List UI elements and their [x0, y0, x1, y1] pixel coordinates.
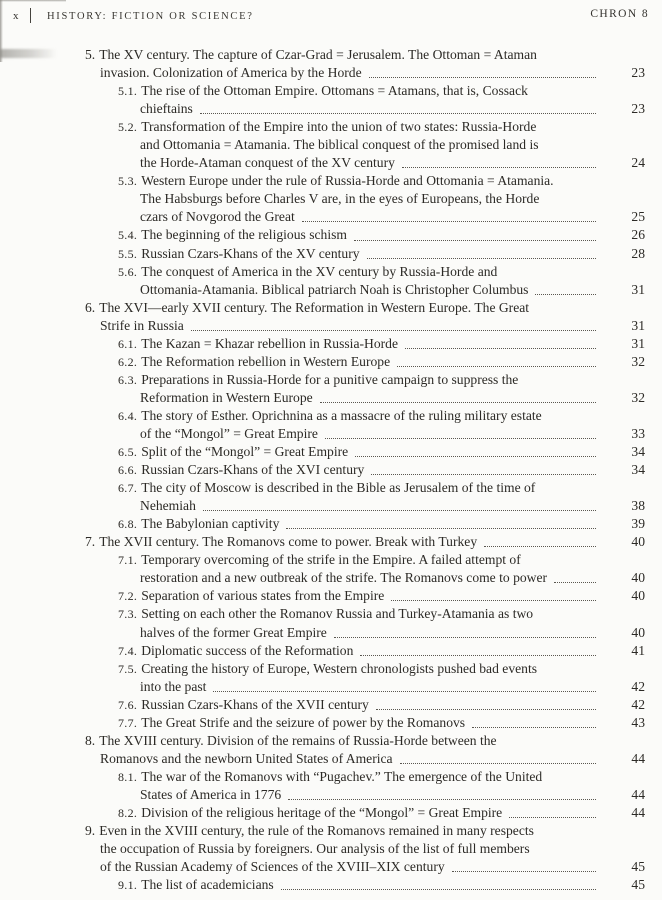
entry-text: restoration and a new outbreak of the strife. The Romanovs come to power: [140, 570, 548, 586]
page-number: 41: [631, 642, 645, 658]
toc-line: [0, 696, 645, 714]
entry-text: The story of Esther. Oprichnina as a massacre of the ruling military estate: [141, 407, 542, 423]
entry-text: of the “Mongol” = Great Empire: [140, 425, 318, 441]
page-number: 45: [631, 859, 645, 875]
entry-text: Strife in Russia: [100, 317, 184, 333]
toc-line: [0, 190, 645, 208]
toc-line: [0, 515, 645, 533]
entry-text: Preparations in Russia-Horde for a punitive campaign to suppress the: [141, 371, 519, 387]
entry-number: 6.2.: [118, 354, 138, 369]
header-divider-rule: [30, 8, 31, 23]
dotted-leader: [191, 330, 596, 331]
entry-text: Split of the “Mongol” = Great Empire: [141, 444, 349, 460]
scan-artifact-top-edge: [0, 0, 66, 2]
entry-text: Separation of various states from the Empire: [141, 588, 385, 604]
entry-number: 7.2.: [118, 589, 138, 604]
page-number: 28: [631, 245, 645, 261]
entry-text: The XVI—early XVII century. The Reformation in Western Europe. The Great: [99, 299, 530, 315]
toc-line: [0, 172, 645, 190]
toc-line: [0, 208, 645, 226]
entry-text: Western Europe under the rule of Russia-Horde and Ottomania = Atamania.: [141, 173, 554, 189]
page-number: 23: [631, 101, 645, 117]
entry-text: The XVII century. The Romanovs come to power. Break with Turkey: [99, 534, 478, 550]
running-header-right: CHRON 8: [590, 8, 649, 20]
dotted-leader: [391, 600, 596, 601]
toc-line: [0, 624, 645, 642]
entry-text: into the past: [140, 678, 207, 694]
entry-text: The Reformation rebellion in Western Europe: [141, 353, 391, 369]
entry-text: The beginning of the religious schism: [141, 227, 347, 243]
entry-number: 6.7.: [118, 481, 138, 496]
toc-line: [0, 569, 645, 587]
dotted-leader: [302, 221, 596, 222]
page-number: 42: [631, 678, 645, 694]
dotted-leader: [405, 348, 596, 349]
page-number: 40: [631, 570, 645, 586]
toc-line: [0, 154, 645, 172]
page-number: 44: [631, 786, 645, 802]
toc-line: [0, 858, 645, 876]
toc-line: [0, 822, 645, 840]
dotted-leader: [360, 655, 596, 656]
entry-number: 6.: [85, 299, 96, 315]
entry-text: Transformation of the Empire into the union of two states: Russia-Horde: [141, 119, 537, 135]
entry-number: 8.: [85, 732, 96, 748]
page-number: 32: [631, 353, 645, 369]
page-number: 26: [631, 227, 645, 243]
entry-number: 5.3.: [118, 174, 138, 189]
toc-line: [0, 660, 645, 678]
entry-number: 6.4.: [118, 408, 138, 423]
dotted-leader: [509, 817, 596, 818]
toc-line: [0, 335, 645, 353]
entry-text: Nehemiah: [140, 498, 196, 514]
entry-number: 6.3.: [118, 372, 138, 387]
page-number: 34: [631, 444, 645, 460]
entry-number: 9.: [85, 823, 96, 839]
dotted-leader: [397, 366, 596, 367]
entry-number: 6.1.: [118, 336, 138, 351]
page-number: 34: [631, 462, 645, 478]
page-number: 44: [631, 804, 645, 820]
page-number: 45: [631, 877, 645, 893]
entry-text: Diplomatic success of the Reformation: [141, 642, 354, 658]
toc-line: [0, 281, 645, 299]
toc-line: [0, 226, 645, 244]
entry-text: The conquest of America in the XV century by Russia-Horde and: [141, 263, 498, 279]
entry-number: 5.1.: [118, 84, 138, 99]
dotted-leader: [325, 438, 596, 439]
entry-number: 7.5.: [118, 661, 138, 676]
toc-line: [0, 263, 645, 281]
entry-text: Division of the religious heritage of the “Mongol” = Great Empire: [141, 804, 503, 820]
entry-text: czars of Novgorod the Great: [140, 209, 295, 225]
entry-text: invasion. Colonization of America by the Horde: [100, 65, 362, 81]
entry-text: The XVIII century. Division of the remains of Russia-Horde between the: [99, 732, 497, 748]
toc-line: [0, 461, 645, 479]
toc-line: [0, 840, 645, 858]
entry-text: Reformation in Western Europe: [140, 389, 313, 405]
entry-number: 7.3.: [118, 607, 138, 622]
entry-text: the occupation of Russia by foreigners. Our analysis of the list of full members: [100, 841, 530, 857]
page-number: 40: [631, 588, 645, 604]
toc-line: [0, 533, 645, 551]
dotted-leader: [200, 113, 596, 114]
dotted-leader: [213, 691, 596, 692]
entry-number: 6.5.: [118, 445, 138, 460]
dotted-leader: [376, 709, 596, 710]
page-number: 39: [631, 516, 645, 532]
page-number: 38: [631, 498, 645, 514]
toc-line: [0, 551, 645, 569]
toc-line: [0, 371, 645, 389]
page-number: 24: [631, 155, 645, 171]
running-header: [0, 7, 662, 27]
toc: [0, 46, 645, 894]
entry-number: 7.4.: [118, 643, 138, 658]
entry-text: the Horde-Ataman conquest of the XV century: [140, 155, 395, 171]
dotted-leader: [472, 727, 596, 728]
dotted-leader: [535, 294, 596, 295]
page-number: 25: [631, 209, 645, 225]
toc-line: [0, 353, 645, 371]
toc-line: [0, 317, 645, 335]
entry-number: 7.7.: [118, 715, 138, 730]
entry-text: of the Russian Academy of Sciences of the XVIII–XIX century: [100, 859, 445, 875]
entry-text: Even in the XVIII century, the rule of the Romanovs remained in many respects: [99, 823, 534, 839]
toc-line: [0, 678, 645, 696]
toc-line: [0, 64, 645, 82]
toc-line: [0, 605, 645, 623]
dotted-leader: [371, 474, 596, 475]
entry-number: 7.: [85, 534, 96, 550]
page-number: 23: [631, 65, 645, 81]
page-number: 40: [631, 624, 645, 640]
page-number: 32: [631, 389, 645, 405]
dotted-leader: [203, 510, 596, 511]
entry-number: 5.: [85, 47, 96, 62]
toc-line: [0, 479, 645, 497]
entry-text: halves of the former Great Empire: [140, 624, 327, 640]
entry-number: 7.6.: [118, 697, 138, 712]
toc-line: [0, 587, 645, 605]
dotted-leader: [355, 456, 596, 457]
dotted-leader: [354, 240, 596, 241]
toc-line: [0, 642, 645, 660]
toc-line: [0, 136, 645, 154]
page-number: 43: [631, 714, 645, 730]
entry-number: 6.8.: [118, 517, 138, 532]
entry-text: The list of academicians: [141, 877, 274, 893]
dotted-leader: [288, 799, 596, 800]
entry-text: Creating the history of Europe, Western chronologists pushed bad events: [141, 660, 538, 676]
toc-line: [0, 407, 645, 425]
entry-text: Russian Czars-Khans of the XVI century: [141, 462, 365, 478]
toc-line: [0, 389, 645, 407]
entry-text: Russian Czars-Khans of the XVII century: [141, 696, 369, 712]
page-folio: x: [13, 10, 20, 22]
dotted-leader: [281, 889, 596, 890]
running-title: HISTORY: FICTION OR SCIENCE?: [47, 11, 254, 22]
toc-line: [0, 118, 645, 136]
entry-text: Temporary overcoming of the strife in the Empire. A failed attempt of: [141, 552, 521, 568]
toc-line: [0, 804, 645, 822]
page-number: 33: [631, 425, 645, 441]
entry-text: Russian Czars-Khans of the XV century: [141, 245, 360, 261]
entry-text: The war of the Romanovs with “Pugachev.” The emergence of the United: [141, 768, 543, 784]
toc-line: [0, 714, 645, 732]
entry-text: and Ottomania = Atamania. The biblical conquest of the promised land is: [140, 137, 539, 153]
toc-line: [0, 425, 645, 443]
dotted-leader: [400, 763, 596, 764]
entry-text: The city of Moscow is described in the Bible as Jerusalem of the time of: [141, 480, 536, 496]
dotted-leader: [484, 546, 596, 547]
entry-text: The rise of the Ottoman Empire. Ottomans = Atamans, that is, Cossack: [141, 83, 528, 99]
toc-line: [0, 443, 645, 461]
entry-text: The Great Strife and the seizure of power by the Romanovs: [141, 714, 466, 730]
dotted-leader: [320, 402, 596, 403]
toc-line: [0, 750, 645, 768]
page-number: 40: [631, 534, 645, 550]
toc-line: [0, 732, 645, 750]
entry-text: chieftains: [140, 101, 193, 117]
page-number: 31: [631, 335, 645, 351]
entry-number: 5.6.: [118, 264, 138, 279]
entry-text: The Babylonian captivity: [141, 516, 280, 532]
entry-number: 5.2.: [118, 120, 138, 135]
dotted-leader: [402, 167, 596, 168]
toc-line: [0, 100, 645, 118]
toc-line: [0, 245, 645, 263]
toc-line: [0, 46, 645, 64]
toc-line: [0, 786, 645, 804]
entry-number: 5.4.: [118, 228, 138, 243]
entry-number: 6.6.: [118, 463, 138, 478]
entry-text: The Habsburgs before Charles V are, in the eyes of Europeans, the Horde: [140, 191, 540, 207]
entry-text: States of America in 1776: [140, 786, 282, 802]
toc-line: [0, 299, 645, 317]
page-number: 31: [631, 281, 645, 297]
page-number: 31: [631, 317, 645, 333]
entry-text: Romanovs and the newborn United States of America: [100, 750, 393, 766]
entry-text: Setting on each other the Romanov Russia and Turkey-Atamania as two: [141, 606, 534, 622]
dotted-leader: [369, 77, 596, 78]
toc-line: [0, 82, 645, 100]
dotted-leader: [334, 637, 596, 638]
toc-line: [0, 768, 645, 786]
entry-number: 8.1.: [118, 769, 138, 784]
page-number: 42: [631, 696, 645, 712]
entry-text: The Kazan = Khazar rebellion in Russia-Horde: [141, 335, 398, 351]
entry-number: 9.1.: [118, 878, 138, 893]
dotted-leader: [286, 528, 596, 529]
entry-text: The XV century. The capture of Czar-Grad = Jerusalem. The Ottoman = Ataman: [99, 47, 537, 62]
entry-number: 7.1.: [118, 553, 138, 568]
entry-number: 5.5.: [118, 246, 138, 261]
dotted-leader: [554, 582, 596, 583]
toc-line: [0, 497, 645, 515]
entry-text: Ottomania-Atamania. Biblical patriarch Noah is Christopher Columbus: [140, 281, 529, 297]
entry-number: 8.2.: [118, 805, 138, 820]
dotted-leader: [367, 258, 596, 259]
page-number: 44: [631, 750, 645, 766]
dotted-leader: [452, 871, 596, 872]
toc-line: [0, 876, 645, 894]
